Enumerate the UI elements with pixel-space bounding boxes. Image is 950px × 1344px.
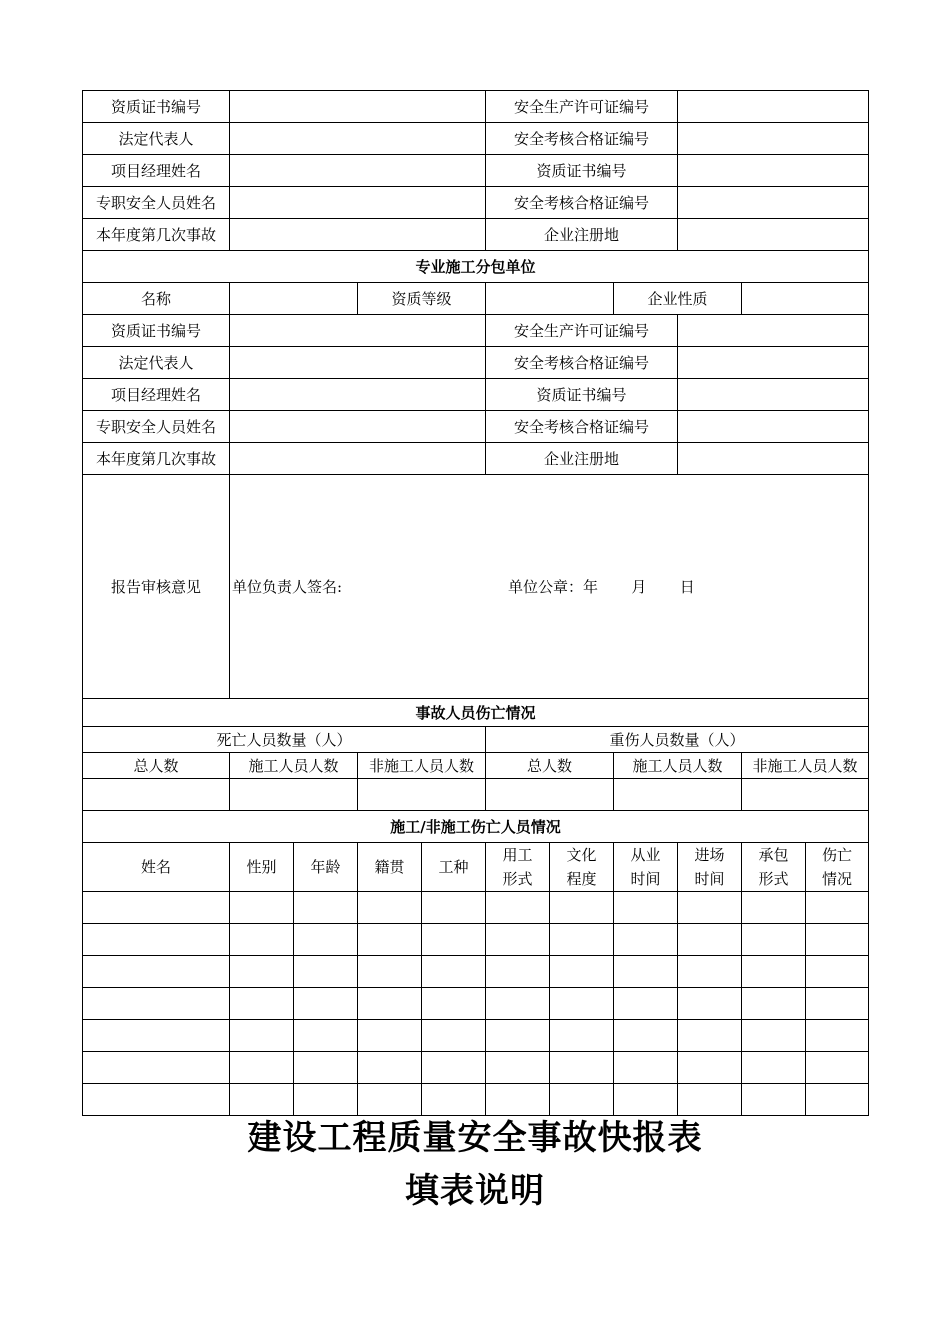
subcontractor-label: 资质证书编号 — [486, 379, 678, 411]
personnel-cell[interactable] — [358, 892, 422, 924]
personnel-cell[interactable] — [550, 892, 614, 924]
accident-report-form — [82, 90, 869, 1116]
subcontractor-value-field[interactable] — [230, 411, 486, 443]
casualty-count-field[interactable] — [358, 779, 486, 811]
casualty-count-field[interactable] — [486, 779, 614, 811]
casualty-column-header: 非施工人员人数 — [358, 753, 486, 779]
personnel-row — [83, 1052, 869, 1084]
personnel-cell[interactable] — [230, 988, 294, 1020]
personnel-column-header: 工种 — [422, 843, 486, 892]
personnel-column-header: 年龄 — [294, 843, 358, 892]
personnel-cell[interactable] — [422, 1020, 486, 1052]
personnel-cell[interactable] — [486, 1052, 550, 1084]
subcontractor-rows — [83, 251, 869, 475]
subcontractor-value-field[interactable] — [230, 443, 486, 475]
contractor-label: 法定代表人 — [83, 123, 230, 155]
contractor-value-field[interactable] — [678, 91, 869, 123]
personnel-cell[interactable] — [486, 988, 550, 1020]
personnel-cell[interactable] — [358, 1052, 422, 1084]
subcontractor-value-field[interactable] — [230, 315, 486, 347]
casualty-count-field[interactable] — [230, 779, 358, 811]
personnel-cell[interactable] — [678, 956, 742, 988]
review-opinion-field[interactable] — [230, 475, 869, 699]
subcontractor-value-field[interactable] — [678, 315, 869, 347]
personnel-cell[interactable] — [486, 892, 550, 924]
casualty-count-field[interactable] — [614, 779, 742, 811]
contractor-value-field[interactable] — [230, 123, 486, 155]
personnel-cell[interactable] — [742, 988, 806, 1020]
qualification-grade-label: 资质等级 — [358, 283, 486, 315]
personnel-cell[interactable] — [422, 956, 486, 988]
personnel-cell[interactable] — [294, 892, 358, 924]
personnel-cell[interactable] — [83, 1052, 230, 1084]
personnel-cell[interactable] — [614, 1020, 678, 1052]
subcontractor-label: 本年度第几次事故 — [83, 443, 230, 475]
subcontractor-label: 安全生产许可证编号 — [486, 315, 678, 347]
casualty-count-field[interactable] — [83, 779, 230, 811]
personnel-cell[interactable] — [294, 1020, 358, 1052]
subcontractor-section-title: 专业施工分包单位 — [83, 251, 869, 283]
personnel-cell[interactable] — [550, 1052, 614, 1084]
casualty-count-field[interactable] — [742, 779, 869, 811]
personnel-cell[interactable] — [742, 1052, 806, 1084]
personnel-cell[interactable] — [83, 892, 230, 924]
personnel-cell[interactable] — [358, 956, 422, 988]
personnel-cell[interactable] — [806, 1052, 869, 1084]
casualty-column-header: 施工人员人数 — [230, 753, 358, 779]
casualty-column-header: 总人数 — [486, 753, 614, 779]
personnel-cell[interactable] — [83, 956, 230, 988]
contractor-value-field[interactable] — [678, 219, 869, 251]
casualty-column-header: 总人数 — [83, 753, 230, 779]
personnel-cell[interactable] — [83, 1020, 230, 1052]
injuries-label: 重伤人员数量（人） — [486, 727, 869, 753]
signature-label: 单位负责人签名: — [232, 577, 343, 596]
contractor-label: 本年度第几次事故 — [83, 219, 230, 251]
review-section — [83, 475, 869, 699]
personnel-cell[interactable] — [806, 988, 869, 1020]
personnel-column-header: 籍贯 — [358, 843, 422, 892]
personnel-cell[interactable] — [294, 956, 358, 988]
personnel-cell[interactable] — [614, 892, 678, 924]
contractor-label: 项目经理姓名 — [83, 155, 230, 187]
personnel-cell[interactable] — [614, 1052, 678, 1084]
personnel-cell[interactable] — [294, 924, 358, 956]
personnel-cell[interactable] — [806, 956, 869, 988]
personnel-cell[interactable] — [83, 924, 230, 956]
personnel-column-header: 进场 时间 — [678, 843, 742, 892]
personnel-cell[interactable] — [806, 892, 869, 924]
personnel-cell[interactable] — [486, 1020, 550, 1052]
subcontractor-label: 安全考核合格证编号 — [486, 411, 678, 443]
subcontractor-value-field[interactable] — [230, 379, 486, 411]
subcontractor-label: 企业注册地 — [486, 443, 678, 475]
contractor-label: 安全考核合格证编号 — [486, 187, 678, 219]
qualification-grade-field[interactable] — [486, 283, 614, 315]
personnel-cell[interactable] — [678, 1052, 742, 1084]
personnel-cell[interactable] — [614, 924, 678, 956]
personnel-cell[interactable] — [806, 924, 869, 956]
subcontractor-label: 资质证书编号 — [83, 315, 230, 347]
personnel-column-header: 用工 形式 — [486, 843, 550, 892]
personnel-row — [83, 892, 869, 924]
personnel-cell[interactable] — [614, 956, 678, 988]
casualty-summary — [83, 699, 869, 811]
seal-date-label: 单位公章：年 月 日 — [508, 577, 695, 596]
contractor-label: 专职安全人员姓名 — [83, 187, 230, 219]
subcontractor-name-label: 名称 — [83, 283, 230, 315]
personnel-row — [83, 924, 869, 956]
subcontractor-value-field[interactable] — [678, 443, 869, 475]
personnel-cell[interactable] — [294, 988, 358, 1020]
contractor-label: 企业注册地 — [486, 219, 678, 251]
subcontractor-label: 法定代表人 — [83, 347, 230, 379]
personnel-row — [83, 956, 869, 988]
contractor-value-field[interactable] — [678, 123, 869, 155]
personnel-column-header: 姓名 — [83, 843, 230, 892]
personnel-section-title: 施工/非施工伤亡人员情况 — [83, 811, 869, 843]
personnel-cell[interactable] — [678, 924, 742, 956]
personnel-cell[interactable] — [742, 892, 806, 924]
personnel-cell[interactable] — [614, 988, 678, 1020]
subcontractor-label: 项目经理姓名 — [83, 379, 230, 411]
personnel-cell[interactable] — [486, 924, 550, 956]
subcontractor-label: 专职安全人员姓名 — [83, 411, 230, 443]
contractor-value-field[interactable] — [678, 187, 869, 219]
personnel-cell[interactable] — [742, 956, 806, 988]
subcontractor-value-field[interactable] — [230, 347, 486, 379]
subcontractor-value-field[interactable] — [678, 379, 869, 411]
contractor-label: 资质证书编号 — [83, 91, 230, 123]
personnel-cell[interactable] — [422, 924, 486, 956]
personnel-cell[interactable] — [230, 924, 294, 956]
subcontractor-name-field[interactable] — [230, 283, 358, 315]
personnel-row — [83, 1020, 869, 1052]
personnel-cell[interactable] — [294, 1052, 358, 1084]
personnel-cell[interactable] — [742, 1020, 806, 1052]
personnel-cell[interactable] — [486, 956, 550, 988]
personnel-column-header: 伤亡 情况 — [806, 843, 869, 892]
personnel-cell[interactable] — [230, 1052, 294, 1084]
sub-title: 填表说明 — [405, 1171, 545, 1211]
contractor-label: 安全考核合格证编号 — [486, 123, 678, 155]
personnel-cell[interactable] — [678, 988, 742, 1020]
personnel-cell[interactable] — [422, 1052, 486, 1084]
personnel-cell[interactable] — [550, 988, 614, 1020]
personnel-row — [83, 988, 869, 1020]
personnel-cell[interactable] — [83, 988, 230, 1020]
personnel-cell[interactable] — [230, 892, 294, 924]
contractor-value-field[interactable] — [230, 187, 486, 219]
personnel-column-header: 承包 形式 — [742, 843, 806, 892]
personnel-cell[interactable] — [678, 1020, 742, 1052]
personnel-cell[interactable] — [358, 924, 422, 956]
personnel-section — [83, 811, 869, 1116]
personnel-header-row — [83, 843, 869, 892]
subcontractor-value-field[interactable] — [678, 411, 869, 443]
main-title: 建设工程质量安全事故快报表 — [247, 1118, 703, 1158]
contractor-value-field[interactable] — [678, 155, 869, 187]
review-label: 报告审核意见 — [83, 475, 230, 699]
personnel-cell[interactable] — [550, 924, 614, 956]
casualty-column-header: 施工人员人数 — [614, 753, 742, 779]
casualty-column-header: 非施工人员人数 — [742, 753, 869, 779]
contractor-value-field[interactable] — [230, 91, 486, 123]
personnel-column-header: 文化 程度 — [550, 843, 614, 892]
personnel-cell[interactable] — [422, 988, 486, 1020]
personnel-cell[interactable] — [678, 892, 742, 924]
personnel-column-header: 从业 时间 — [614, 843, 678, 892]
personnel-cell[interactable] — [550, 1020, 614, 1052]
personnel-cell[interactable] — [422, 892, 486, 924]
personnel-cell[interactable] — [742, 924, 806, 956]
personnel-cell[interactable] — [230, 1020, 294, 1052]
contractor-value-field[interactable] — [230, 219, 486, 251]
contractor-label: 资质证书编号 — [486, 155, 678, 187]
personnel-cell[interactable] — [230, 956, 294, 988]
casualty-section-title: 事故人员伤亡情况 — [83, 699, 869, 727]
deaths-label: 死亡人员数量（人） — [83, 727, 486, 753]
personnel-cell[interactable] — [550, 956, 614, 988]
enterprise-nature-label: 企业性质 — [614, 283, 742, 315]
contractor-label: 安全生产许可证编号 — [486, 91, 678, 123]
personnel-cell[interactable] — [358, 988, 422, 1020]
personnel-cell[interactable] — [806, 1020, 869, 1052]
contractor-rows — [83, 91, 869, 251]
subcontractor-value-field[interactable] — [678, 347, 869, 379]
personnel-cell[interactable] — [358, 1020, 422, 1052]
contractor-value-field[interactable] — [230, 155, 486, 187]
subcontractor-label: 安全考核合格证编号 — [486, 347, 678, 379]
personnel-column-header: 性别 — [230, 843, 294, 892]
enterprise-nature-field[interactable] — [742, 283, 869, 315]
